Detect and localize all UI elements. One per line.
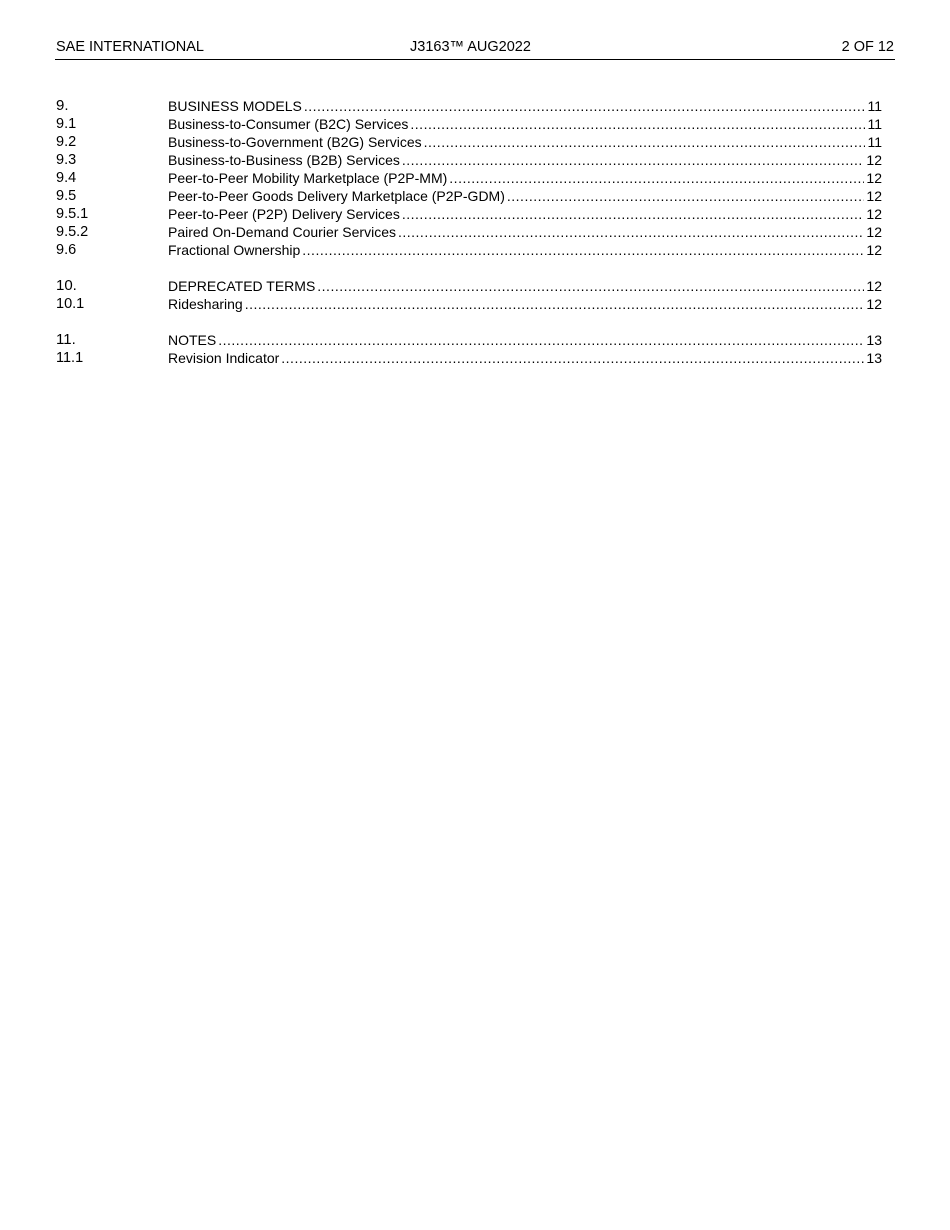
toc-entry-number: 9.5: [56, 188, 77, 204]
toc-entry[interactable]: [56, 349, 882, 367]
page-header: [55, 37, 895, 60]
toc-entry[interactable]: [56, 115, 882, 133]
toc-entry[interactable]: [56, 169, 882, 187]
toc-entry-page: 13: [866, 350, 882, 366]
toc-entry[interactable]: [56, 241, 882, 259]
toc-entry-page: 12: [866, 170, 882, 186]
toc-entry-page: 12: [866, 206, 882, 222]
toc-entry-title[interactable]: BUSINESS MODELS: [168, 98, 302, 114]
toc-group: [56, 97, 882, 259]
toc-dot-leader: [410, 115, 865, 133]
toc-dot-leader: [302, 241, 864, 259]
toc-entry-page: 11: [867, 116, 882, 132]
toc-entry[interactable]: [56, 151, 882, 169]
toc-dot-leader: [218, 331, 864, 349]
toc-entry-title[interactable]: Business-to-Government (B2G) Services: [168, 134, 422, 150]
header-page-number: 2 OF 12: [841, 39, 894, 55]
toc-entry[interactable]: [56, 97, 882, 115]
toc-entry-page: 12: [866, 242, 882, 258]
toc-entry[interactable]: [56, 295, 882, 313]
toc-entry-page: 12: [866, 278, 882, 294]
toc-entry-title[interactable]: Fractional Ownership: [168, 242, 301, 258]
toc-entry-title[interactable]: Ridesharing: [168, 296, 243, 312]
toc-entry-page: 12: [866, 188, 882, 204]
toc-entry[interactable]: [56, 205, 882, 223]
toc-entry-title[interactable]: NOTES: [168, 332, 217, 348]
toc-entry[interactable]: [56, 187, 882, 205]
toc-dot-leader: [304, 97, 866, 115]
toc-entry-title[interactable]: Paired On-Demand Courier Services: [168, 224, 396, 240]
toc-entry-number: 9.6: [56, 242, 77, 258]
toc-entry-number: 9.5.1: [56, 206, 89, 222]
toc-entry-number: 9.4: [56, 170, 77, 186]
toc-entry-number: 10.: [56, 277, 77, 294]
toc-entry-page: 11: [867, 98, 882, 114]
toc-entry-page: 13: [866, 332, 882, 348]
toc-entry[interactable]: [56, 331, 882, 349]
toc-entry-number: 11.1: [56, 350, 84, 366]
toc-entry-number: 11.: [56, 331, 76, 348]
toc-entry-title[interactable]: DEPRECATED TERMS: [168, 278, 316, 294]
toc-entry-page: 12: [866, 224, 882, 240]
header-organization: SAE INTERNATIONAL: [56, 39, 204, 55]
toc-dot-leader: [402, 151, 865, 169]
toc-entry[interactable]: [56, 133, 882, 151]
toc-entry-page: 11: [867, 134, 882, 150]
toc-entry[interactable]: [56, 277, 882, 295]
toc-entry-title[interactable]: Peer-to-Peer Goods Delivery Marketplace (P2P-GDM): [168, 188, 505, 204]
table-of-contents: [56, 97, 882, 385]
toc-entry-page: 12: [866, 152, 882, 168]
toc-dot-leader: [245, 295, 865, 313]
toc-entry-title[interactable]: Peer-to-Peer (P2P) Delivery Services: [168, 206, 400, 222]
toc-entry-page: 12: [866, 296, 882, 312]
toc-entry[interactable]: [56, 223, 882, 241]
toc-dot-leader: [281, 349, 864, 367]
toc-entry-title[interactable]: Peer-to-Peer Mobility Marketplace (P2P-MM): [168, 170, 448, 186]
toc-entry-number: 9.5.2: [56, 224, 89, 240]
toc-dot-leader: [402, 205, 865, 223]
toc-dot-leader: [398, 223, 864, 241]
toc-dot-leader: [507, 187, 865, 205]
toc-entry-number: 9.2: [56, 134, 77, 150]
toc-entry-title[interactable]: Revision Indicator: [168, 350, 280, 366]
toc-entry-number: 9.1: [56, 116, 77, 132]
toc-dot-leader: [449, 169, 864, 187]
toc-entry-number: 10.1: [56, 296, 85, 312]
header-document-id: J3163™ AUG2022: [410, 39, 531, 55]
toc-group: [56, 277, 882, 313]
toc-entry-number: 9.3: [56, 152, 77, 168]
toc-entry-number: 9.: [56, 97, 69, 114]
toc-entry-title[interactable]: Business-to-Consumer (B2C) Services: [168, 116, 409, 132]
toc-group: [56, 331, 882, 367]
toc-dot-leader: [317, 277, 864, 295]
toc-entry-title[interactable]: Business-to-Business (B2B) Services: [168, 152, 400, 168]
toc-dot-leader: [424, 133, 866, 151]
